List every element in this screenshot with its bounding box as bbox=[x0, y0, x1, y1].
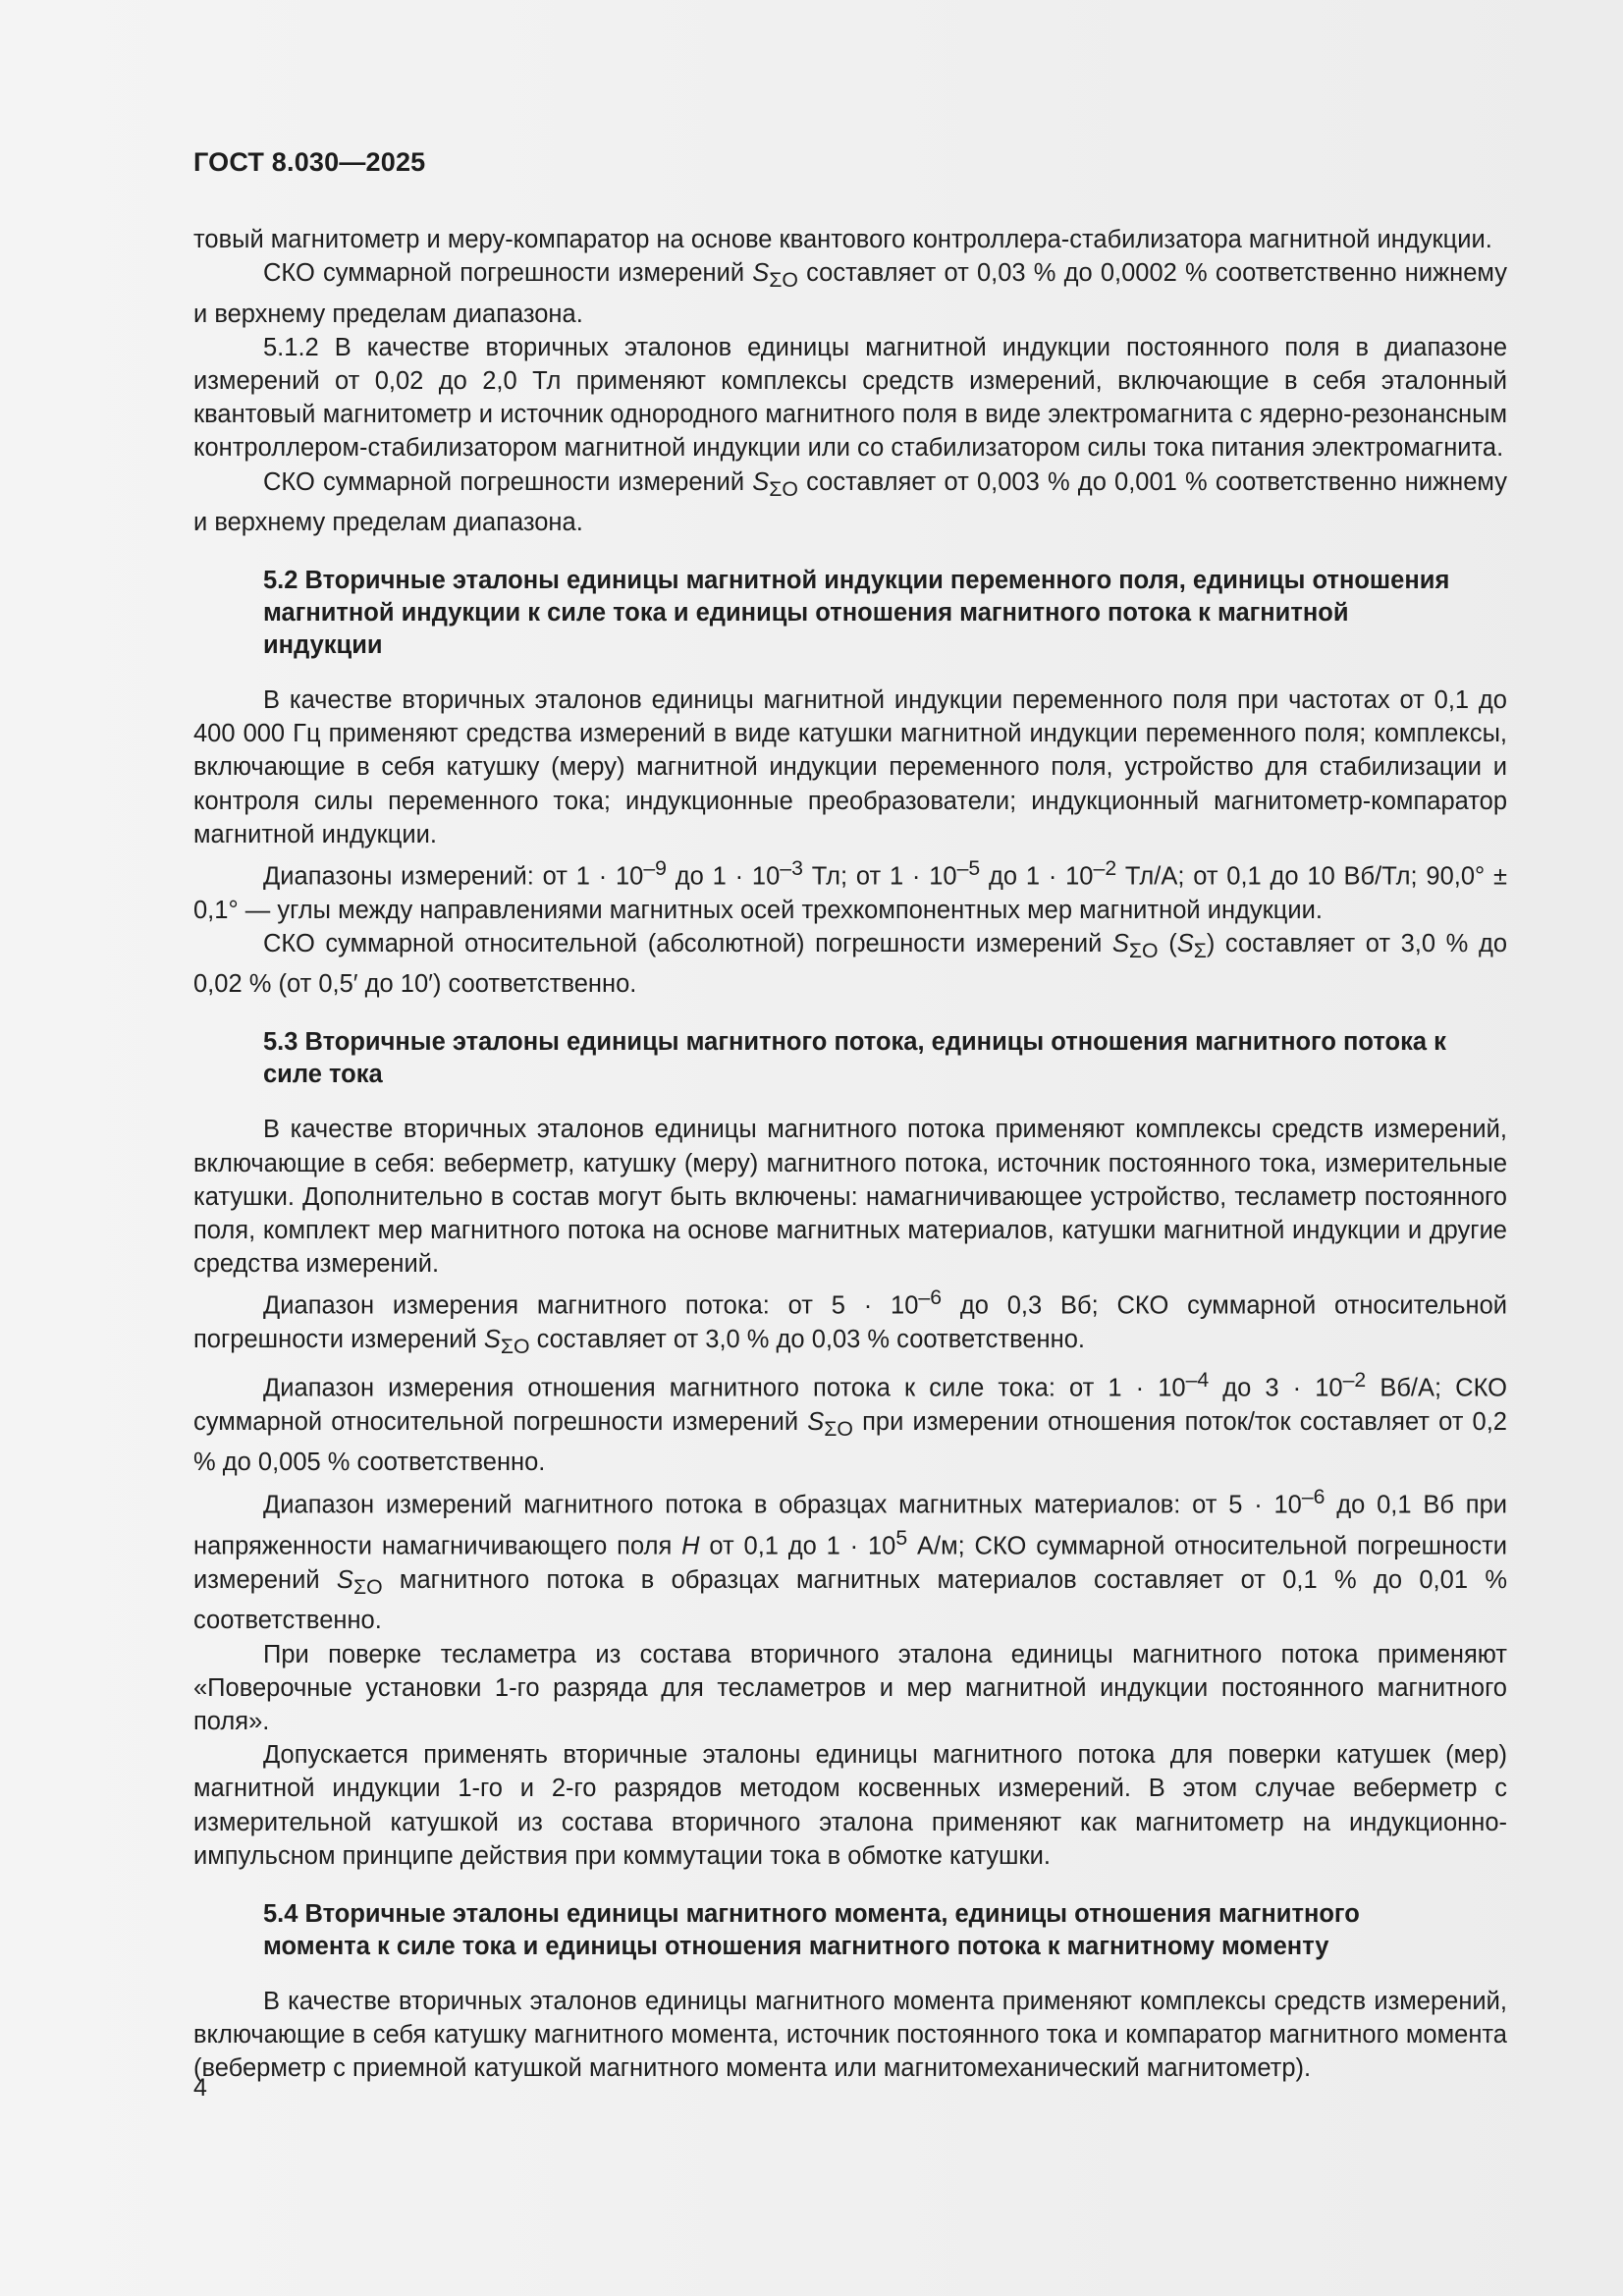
document-body bbox=[193, 223, 1507, 2086]
body-paragraph: В качестве вторичных эталонов единицы магнитного момента применяют комплексы средств измерений, включающие в себя катушку магнитного момента, источник постоянного тока и компаратор магнитного момента (веберметр с приемной катушкой магнитного момента или магнитомеханический магнитометр). bbox=[193, 1987, 1507, 2083]
section-heading: 5.3 Вторичные эталоны единицы магнитного потока, единицы отношения магнитного потока к силе тока bbox=[263, 1028, 1446, 1089]
body-paragraph: СКО суммарной погрешности измерений $S_{\Sigma O}$ составляет от 0,003 % до 0,001 % соответственно нижнему и верхнему пределам диапазона. bbox=[193, 467, 1507, 536]
section-heading: 5.2 Вторичные эталоны единицы магнитной индукции переменного поля, единицы отношения магнитной индукции к силе тока и единицы отношения магнитного потока к магнитной индукции bbox=[263, 567, 1450, 660]
body-paragraph: СКО суммарной относительной (абсолютной) погрешности измерений $S_{\Sigma O}$ $(S_\Sigma)$ составляет от 3,0 % до 0,02 % (от 0,5′ до 10′) соответственно. bbox=[193, 929, 1508, 999]
body-paragraph: 5.1.2 В качестве вторичных эталонов единицы магнитной индукции постоянного поля в диапазоне измерений от 0,02 до 2,0 Тл применяют комплексы средств измерений, включающие в себя эталонный квантовый магнитометр и источник однородного магнитного поля в виде электромагнита с ядерно-резонансным контроллером-стабилизатором магнитной индукции или со стабилизатором силы тока питания электромагнита. bbox=[193, 333, 1507, 463]
body-paragraph: Диапазон измерений магнитного потока в образцах магнитных материалов: от $5 \cdot 10^{-6}$ до 0,1 Вб при напряженности намагничивающего поля H от 0,1 до $1 \cdot 10^5$ А/м; СКО суммарной относительной погрешности измерений $S_{\Sigma O}$ магнитного потока в образцах магнитных материалов составляет от 0,1 % до 0,01 % соответственно. bbox=[193, 1484, 1507, 1635]
document-code-header: ГОСТ 8.030—2025 bbox=[193, 147, 426, 177]
body-paragraph: Диапазон измерения отношения магнитного потока к силе тока: от $1 \cdot 10^{-4}$ до $3 \cdot 10^{-2}$ Вб/А; СКО суммарной относительной погрешности измерений $S_{\Sigma O}$ при измерении отношения поток/ток составляет от 0,2 % до 0,005 % соответственно. bbox=[193, 1368, 1508, 1477]
body-paragraph: Допускается применять вторичные эталоны единицы магнитного потока для поверки катушек (мер) магнитной индукции 1-го и 2-го разрядов методом косвенных измерений. В этом случае веберметр с измерительной катушкой из состава вторичного эталона применяют как магнитометр на индукционно-импульсном принципе действия при коммутации тока в обмотке катушки. bbox=[193, 1741, 1507, 1870]
body-paragraph: При поверке тесламетра из состава вторичного эталона единицы магнитного потока применяют «Поверочные установки 1-го разряда для тесламетров и мер магнитной индукции постоянного магнитного поля». bbox=[193, 1640, 1507, 1735]
body-paragraph: В качестве вторичных эталонов единицы магнитного потока применяют комплексы средств измерений, включающие в себя: веберметр, катушку (меру) магнитного потока, источник постоянного тока, измерительные катушки. Дополнительно в состав могут быть включены: намагничивающее устройство, тесламетр постоянного поля, комплект мер магнитного потока на основе магнитных материалов, катушки магнитной индукции и другие средства измерений. bbox=[193, 1116, 1507, 1279]
body-paragraph: СКО суммарной погрешности измерений $S_{\Sigma O}$ составляет от 0,03 % до 0,0002 % соответственно нижнему и верхнему пределам диапазона. bbox=[193, 259, 1507, 328]
body-paragraph: В качестве вторичных эталонов единицы магнитной индукции переменного поля при частотах от 0,1 до 400 000 Гц применяют средства измерений в виде катушки магнитной индукции переменного поля; комплексы, включающие в себя катушку (меру) магнитной индукции переменного поля, устройство для стабилизации и контроля силы переменного тока; индукционные преобразователи; индукционный магнитометр-компаратор магнитной индукции. bbox=[193, 686, 1507, 848]
body-paragraph: Диапазон измерения магнитного потока: от $5 \cdot 10^{-6}$ до 0,3 Вб; СКО суммарной относительной погрешности измерений $S_{\Sigma O}$ составляет от 3,0 % до 0,03 % соответственно. bbox=[193, 1285, 1507, 1359]
section-heading: 5.4 Вторичные эталоны единицы магнитного момента, единицы отношения магнитного момента к силе тока и единицы отношения магнитного потока к магнитному моменту bbox=[263, 1899, 1360, 1960]
body-paragraph: Диапазоны измерений: от $1 \cdot 10^{-9}$ до $1 \cdot 10^{-3}$ Тл; от $1 \cdot 10^{-5}$ до $1 \cdot 10^{-2}$ Тл/А; от 0,1 до 10 Вб/Тл; 90,0° ± 0,1° — углы между направлениями магнитных осей трехкомпонентных мер магнитной индукции. bbox=[193, 856, 1508, 924]
page-number: 4 bbox=[193, 2074, 207, 2102]
body-paragraph: товый магнитометр и меру-компаратор на основе квантового контроллера-стабилизатора магнитной индукции. bbox=[193, 226, 1492, 253]
